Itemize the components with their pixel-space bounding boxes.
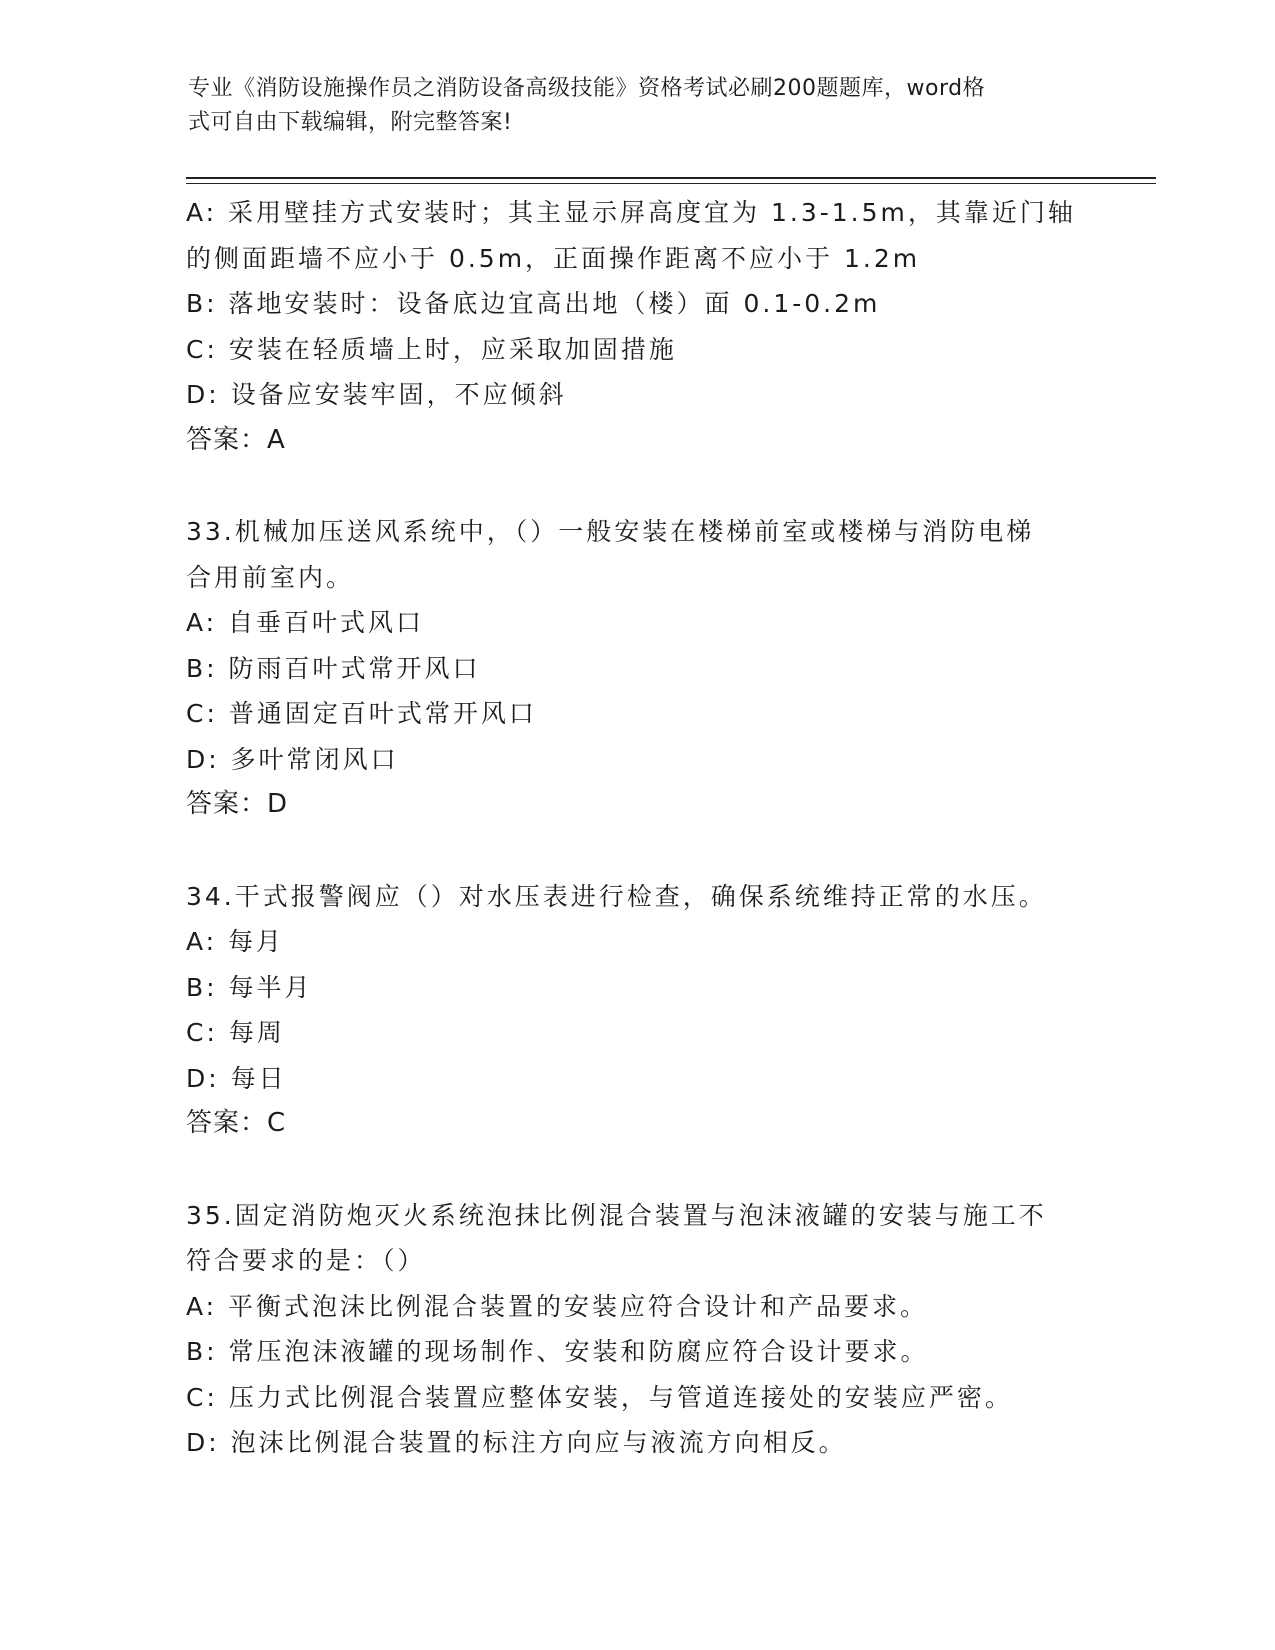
question-33 [186, 509, 1086, 828]
option-a: A: 平衡式泡沫比例混合装置的安装应符合设计和产品要求。 [186, 1291, 929, 1321]
header-line-1: 专业《消防设施操作员之消防设备高级技能》资格考试必刷200题题库，word格 [188, 76, 986, 101]
option-d: D: 泡沫比例混合装置的标注方向应与液流方向相反。 [186, 1428, 847, 1457]
question-stem-line-1: 35.固定消防炮灭火系统泡抹比例混合装置与泡沫液罐的安装与施工不 [186, 1200, 1047, 1230]
option-b: B: 常压泡沫液罐的现场制作、安装和防腐应符合设计要求。 [186, 1337, 929, 1366]
answer: 答案：C [186, 1108, 287, 1138]
question-32-continued [186, 190, 1086, 463]
header-line-2: 式可自由下载编辑，附完整答案! [188, 110, 513, 135]
spacer [186, 463, 1086, 509]
question-stem-line-1: 33.机械加压送风系统中，（）一般安装在楼梯前室或楼梯与消防电梯 [186, 517, 1035, 546]
spacer [186, 1147, 1086, 1193]
question-34 [186, 874, 1086, 1147]
option-b: B: 每半月 [186, 972, 313, 1002]
question-stem-line-2: 合用前室内。 [186, 562, 355, 592]
option-c: C: 压力式比例混合装置应整体安装，与管道连接处的安装应严密。 [186, 1382, 1013, 1412]
option-a: A: 每月 [186, 927, 285, 956]
document-header [188, 72, 1068, 140]
spacer [186, 828, 1086, 874]
option-c: C: 普通固定百叶式常开风口 [186, 699, 537, 728]
question-list [186, 190, 1086, 1466]
option-c: C: 每周 [186, 1018, 285, 1047]
header-divider-thick [186, 177, 1156, 179]
option-d: D: 多叶常闭风口 [186, 744, 399, 774]
question-35 [186, 1193, 1086, 1466]
option-b: B: 防雨百叶式常开风口 [186, 653, 481, 683]
option-a: A: 自垂百叶式风口 [186, 608, 425, 637]
answer: 答案：A [186, 424, 286, 455]
question-stem-line-1: 34.干式报警阀应（）对水压表进行检查，确保系统维持正常的水压。 [186, 881, 1047, 911]
option-d: D: 设备应安装牢固，不应倾斜 [186, 380, 567, 409]
question-stem-line-2: 符合要求的是：（） [186, 1246, 426, 1275]
option-b: B: 落地安装时：设备底边宜高出地（楼）面 0.1-0.2m [186, 289, 881, 318]
option-d: D: 每日 [186, 1063, 287, 1093]
option-a-line-2: 的侧面距墙不应小于 0.5m，正面操作距离不应小于 1.2m [186, 243, 921, 273]
header-divider-thin [186, 183, 1156, 184]
option-a-line-1: A: 采用壁挂方式安装时；其主显示屏高度宜为 1.3-1.5m，其靠近门轴 [186, 198, 1076, 227]
answer: 答案：D [186, 789, 289, 819]
option-c: C: 安装在轻质墙上时，应采取加固措施 [186, 334, 677, 364]
